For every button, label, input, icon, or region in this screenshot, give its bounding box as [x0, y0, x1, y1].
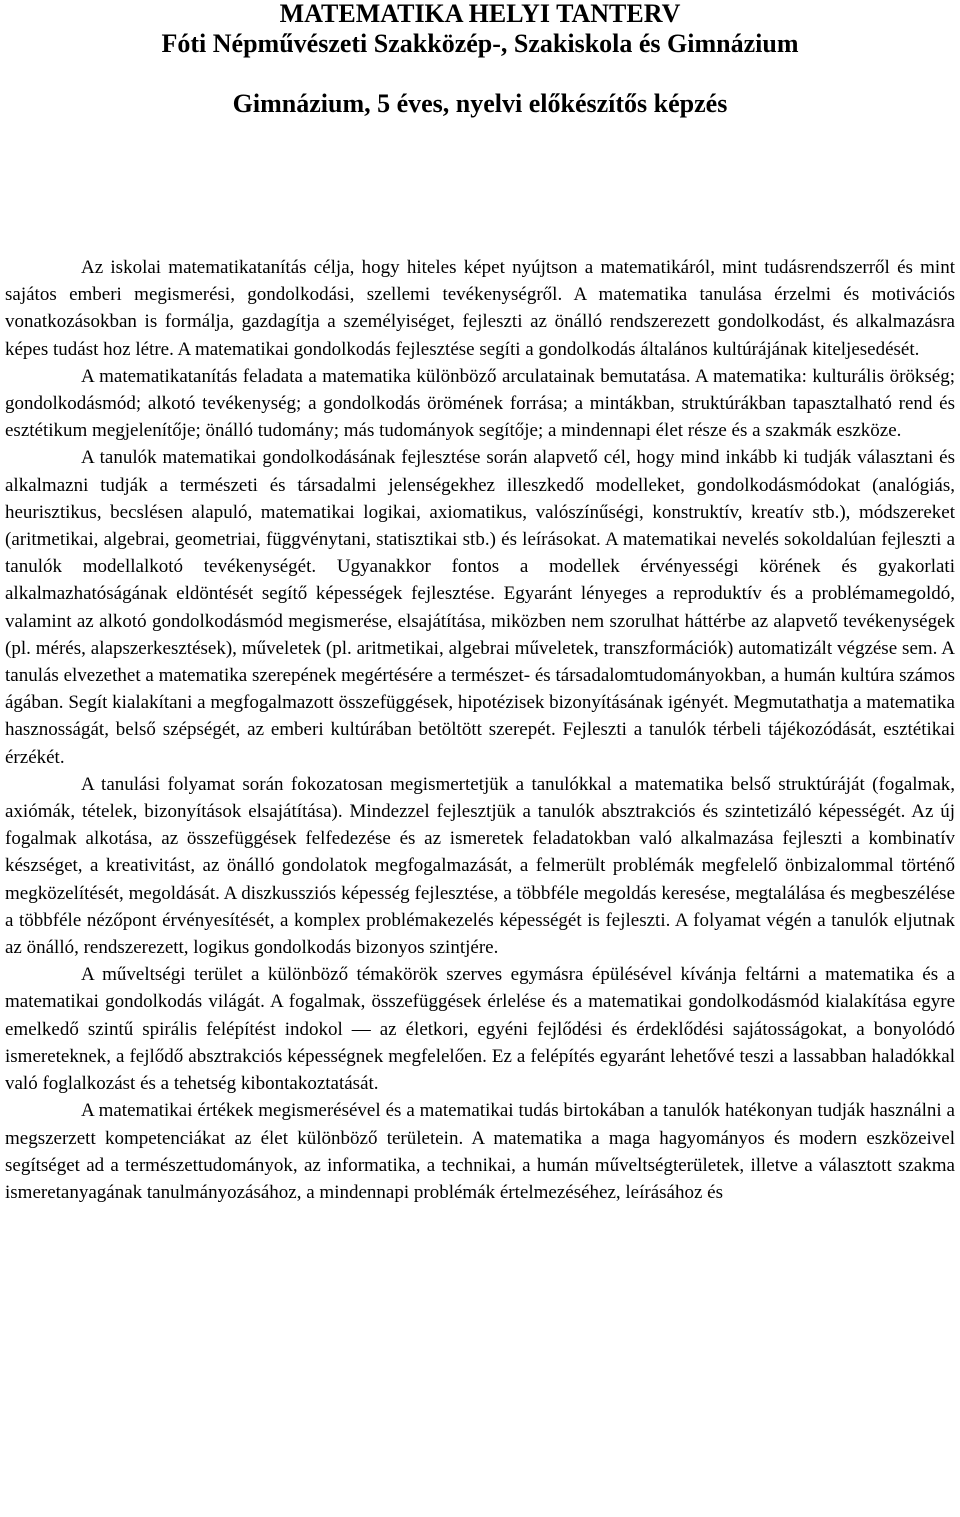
paragraph: A matematikai értékek megismerésével és a matematikai tudás birtokában a tanulók hatékonyan tudják használni a megszerzett kompetenciákat az élet különböző területein. A matematika a maga hagyományos és modern eszközeivel segítséget ad a természettudományok, az informatika, a technikai, a humán műveltségterületek, illetve a választott szakma ismeretanyagának tanulmányozásához, a mindennapi problémák értelmezéséhez, leírásához és — [5, 1100, 955, 1203]
paragraph: A tanulási folyamat során fokozatosan megismertetjük a tanulókkal a matematika belső struktúráját (fogalmak, axiómák, tételek, bizonyítások elsajátítása). Mindezzel fejlesztjük a tanulók absztrakciós és szintetizáló képességét. Az új fogalmak alkotása, az összefüggések felfedezése és az ismeretek feladatokban való alkalmazása fejleszti a kombinatív készséget, a kreativitást, az önálló gondolatok megfogalmazását, a felmerült problémák megfelelő önbizalommal történő megközelítését, megoldását. A diszkussziós képesség fejlesztése, a többféle megoldás keresése, megtalálása és megbeszélése a többféle nézőpont érvényesítését, a komplex problémakezelés képességét is fejleszti. A folyamat végén a tanulók eljutnak az önálló, rendszerezett, logikus gondolkodás bizonyos szintjére. — [5, 773, 955, 959]
document-title: MATEMATIKA HELYI TANTERV — [279, 0, 681, 28]
paragraph: A műveltségi terület a különböző témakörök szerves egymásra épülésével kívánja feltárni a matematika és a matematikai gondolkodás világát. A fogalmak, összefüggések érlelése és a matematikai gondolkodásmód kialakítása egyre emelkedő szintű spirális felépítést indokol — az életkori, egyéni fejlődési és érdeklődési sajátosságokat, a bonyolódó ismereteknek, a fejlődő absztrakciós képességnek megfelelően. Ez a felépítés egyaránt lehetővé teszi a lassabban haladókkal való foglalkozást és a tehetség kibontakoztatását. — [5, 964, 955, 1095]
document-body — [5, 254, 955, 1206]
paragraph: Az iskolai matematikatanítás célja, hogy hiteles képet nyújtson a matematikáról, mint tudásrendszerről és mint sajátos emberi megismerési, gondolkodási, szellemi tevékenységről. A matematika tanulása érzelmi és motivációs vonatkozásokban is formálja, gazdagítja a személyiséget, fejleszti az önálló rendszerezett gondolkodást, és alkalmazásra képes tudást hoz létre. A matematikai gondolkodás fejlesztése segíti a gondolkodás általános kultúrájának kiteljesedését. — [5, 257, 955, 360]
school-name: Fóti Népművészeti Szakközép-, Szakiskola és Gimnázium — [161, 29, 799, 58]
paragraph: A matematikatanítás feladata a matematika különböző arculatainak bemutatása. A matematika: kulturális örökség; gondolkodásmód; alkotó tevékenység; a gondolkodás örömének forrása; a mintákban, struktúrákban tapasztalható rend és esztétikum megjelenítője; önálló tudomány; más tudományok segítője; a mindennapi élet része és a szakmák eszköze. — [5, 365, 955, 442]
program-subtitle: Gimnázium, 5 éves, nyelvi előkészítős képzés — [232, 89, 728, 118]
paragraph: A tanulók matematikai gondolkodásának fejlesztése során alapvető cél, hogy mind inkább ki tudják választani és alkalmazni tudják a természeti és társadalmi jelenségekhez illeszkedő modelleket, gondolkodásmódokat (analógiás, heurisztikus, becslésen alapuló, matematikai logikai, axiomatikus, valószínűségi, konstruktív, kreatív stb.), módszereket (aritmetikai, algebrai, geometriai, függvénytani, statisztikai stb.) és leírásokat. A matematikai nevelés sokoldalúan fejleszti a tanulók modellalkotó tevékenységét. Ugyanakkor fontos a modellek érvényességi körének és gyakorlati alkalmazhatóságának eldöntését segítő képességek fejlesztése. Egyaránt lényeges a reproduktív és a problémamegoldó, valamint az alkotó gondolkodásmód megismerése, elsajátítása, miközben nem szorulhat háttérbe az alapvető tevékenységek (pl. mérés, alapszerkesztések), műveletek (pl. aritmetikai, algebrai műveletek, transzformációk) automatizált végzése sem. A tanulás elvezethet a matematika szerepének megértésére a természet- és társadalomtudományokban, a humán kultúra számos ágában. Segít kialakítani a megfogalmazott összefüggések, hipotézisek bizonyításának igényét. Megmutathatja a matematika hasznosságát, belső szépségét, az emberi kultúrában betöltött szerepét. Fejleszti a tanulók térbeli tájékozódását, esztétikai érzékét. — [5, 447, 955, 768]
